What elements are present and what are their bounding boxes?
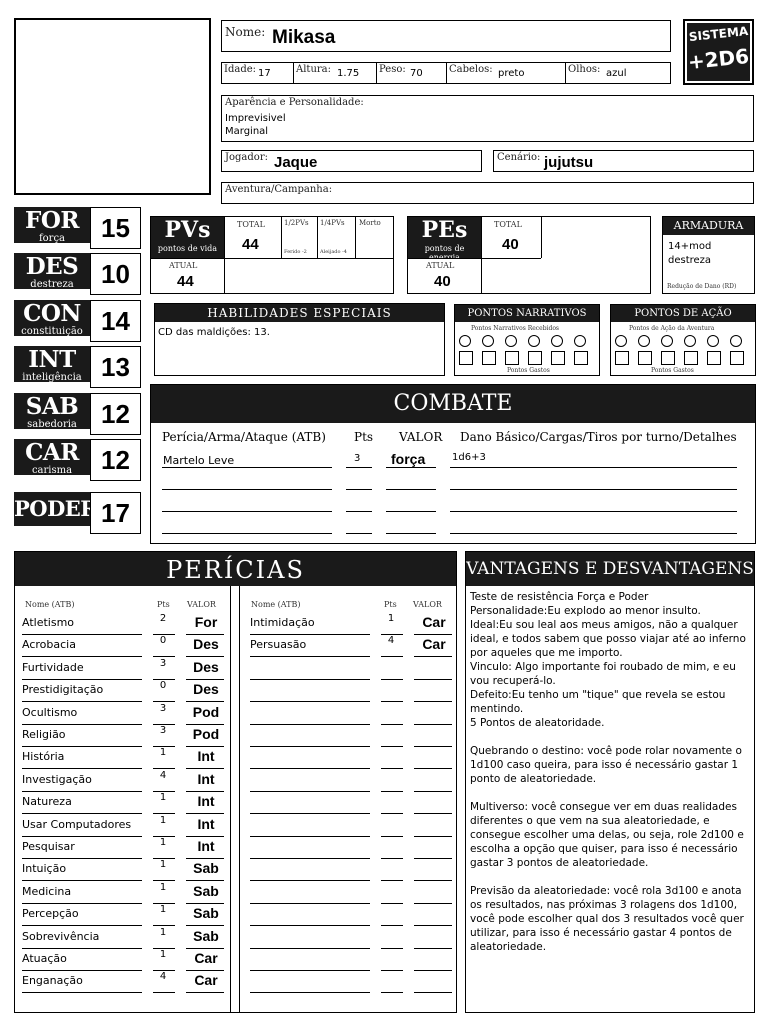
action-circle[interactable] (615, 335, 627, 347)
skill-pts: 1 (159, 792, 167, 804)
portrait-frame[interactable] (14, 18, 211, 195)
action-points-block (610, 304, 756, 376)
action-circle[interactable] (661, 335, 673, 347)
pvs-subtitle: pontos de vida (157, 244, 218, 253)
weight-value[interactable]: 70 (410, 68, 423, 79)
attribute-poder-value[interactable]: 17 (90, 492, 141, 534)
attribute-car: CAR carisma 12 (14, 439, 141, 481)
combat-row[interactable] (151, 515, 755, 535)
pes-title: PEs (421, 217, 468, 243)
skill-row[interactable] (250, 792, 450, 814)
skill-name: Furtividade (22, 660, 84, 674)
skill-row[interactable] (22, 725, 222, 747)
attribute-car-value[interactable]: 12 (90, 439, 141, 481)
skill-value: Car (422, 614, 446, 630)
skill-name: Investigação (22, 772, 92, 786)
narrative-circle[interactable] (551, 335, 563, 347)
skill-row[interactable] (22, 927, 222, 949)
skill-name: Intimidação (250, 616, 315, 629)
action-square[interactable] (615, 351, 629, 365)
narrative-points-block (454, 304, 600, 376)
name-field[interactable] (221, 20, 671, 52)
skill-row[interactable] (22, 680, 222, 702)
skill-pts: 1 (159, 859, 167, 871)
armor-line1[interactable]: 14+mod (668, 241, 712, 252)
skill-name: Prestidigitação (22, 683, 104, 697)
skill-row[interactable] (22, 770, 222, 792)
skill-value: Car (194, 950, 218, 966)
skill-value: Car (422, 636, 446, 653)
skill-pts: 1 (159, 949, 167, 960)
player-label: Jogador: (225, 152, 268, 163)
skill-pts: 3 (159, 657, 167, 669)
narrative-circle[interactable] (528, 335, 540, 347)
attribute-con-value[interactable]: 14 (90, 300, 141, 342)
skill-row[interactable] (250, 882, 450, 904)
combat-row[interactable] (151, 493, 755, 513)
attribute-for: FOR força 15 (14, 207, 141, 249)
appearance-line1: Imprevisivel (225, 113, 286, 124)
skill-row[interactable] (22, 882, 222, 904)
age-value[interactable]: 17 (258, 68, 271, 79)
narrative-received-label: Pontos Narrativos Recebidos (471, 325, 560, 332)
attribute-des: DES destreza 10 (14, 253, 141, 295)
skills-col-name-left: Nome (ATB) (25, 600, 75, 609)
pvs-current-label: ATUAL (169, 261, 198, 270)
skill-row[interactable] (250, 703, 450, 725)
action-circle[interactable] (730, 335, 742, 347)
skill-name: Atletismo (22, 616, 75, 629)
pes-current-label: ATUAL (426, 261, 455, 270)
skill-value: Pod (192, 726, 220, 742)
eyes-label: Olhos: (568, 64, 601, 75)
skill-value: Sab (193, 905, 219, 922)
pvs-half-sub: Ferido -2 (284, 249, 307, 255)
pvs-half-label: 1/2PVs (284, 219, 309, 227)
combat-title: COMBATE (151, 385, 755, 423)
narrative-square[interactable] (505, 351, 519, 365)
skill-value: Sab (193, 927, 219, 944)
skill-value: Pod (192, 703, 220, 720)
special-abilities-text: CD das maldições: 13. (158, 327, 270, 338)
skill-row[interactable] (22, 658, 222, 680)
skill-row[interactable] (22, 703, 222, 725)
pes-total-label: TOTAL (494, 220, 522, 229)
attribute-poder: PODER 17 (14, 492, 141, 534)
skill-row[interactable] (22, 792, 222, 814)
skill-row[interactable] (250, 770, 450, 792)
combat-row[interactable]: Martelo Leve 3 força 1d6+3 (151, 449, 755, 469)
skill-value: Des (193, 658, 219, 675)
special-abilities-block[interactable] (154, 303, 445, 376)
skill-row[interactable] (22, 859, 222, 881)
skill-value: Int (197, 770, 215, 787)
pes-subtitle: pontos de (424, 244, 465, 253)
skill-value: Int (197, 748, 215, 765)
action-spent-label: Pontos Gastos (651, 367, 694, 374)
combat-header-value: VALOR (399, 430, 443, 444)
skill-row[interactable] (250, 680, 450, 702)
action-square[interactable] (661, 351, 675, 365)
campaign-label: Aventura/Campanha: (225, 184, 333, 195)
skill-value: Sab (193, 860, 219, 877)
narrative-points-title: PONTOS NARRATIVOS (455, 305, 599, 322)
skill-pts: 4 (387, 635, 395, 647)
pvs-quarter-sub: Aleijado -4 (320, 249, 347, 255)
pvs-current[interactable]: 44 (177, 273, 194, 290)
armor-block (662, 216, 755, 294)
skill-pts: 1 (159, 837, 167, 848)
narrative-circle[interactable] (505, 335, 517, 347)
attribute-sab: SAB sabedoria 12 (14, 393, 141, 435)
pvs-block (150, 216, 394, 294)
pvs-total[interactable]: 44 (242, 236, 259, 253)
skill-pts: 1 (159, 881, 167, 893)
action-square[interactable] (638, 351, 652, 365)
skill-name: Medicina (22, 884, 72, 898)
narrative-circle[interactable] (482, 335, 494, 347)
skill-name: Religião (22, 728, 66, 741)
skill-name: Acrobacia (22, 638, 76, 652)
skill-pts: 1 (159, 926, 167, 938)
name-label: Nome: (225, 25, 266, 39)
skill-value: Int (197, 838, 215, 854)
pvs-dead-label: Morto (359, 219, 381, 227)
attribute-sab-value[interactable]: 12 (90, 393, 141, 435)
skill-value: For (194, 614, 218, 630)
skill-row[interactable] (250, 949, 450, 971)
eyes-value[interactable]: azul (606, 68, 627, 79)
special-abilities-title: HABILIDADES ESPECIAIS (155, 304, 444, 322)
action-circle[interactable] (707, 335, 719, 347)
skill-name: História (22, 750, 65, 764)
action-square[interactable] (684, 351, 698, 365)
setting-value: jujutsu (544, 154, 594, 171)
appearance-label: Aparência e Personalidade: (225, 97, 364, 108)
action-square[interactable] (707, 351, 721, 365)
stats-row (221, 62, 671, 84)
narrative-spent-label: Pontos Gastos (507, 367, 550, 374)
pvs-title: PVs (164, 217, 211, 243)
setting-field[interactable] (493, 150, 754, 172)
logo-line2: +2D6 (686, 43, 751, 75)
skill-row[interactable] (22, 837, 222, 859)
armor-footer: Redução de Dano (RD) (667, 283, 737, 290)
skills-col-pts-right: Pts (384, 600, 397, 609)
skills-col-value-left: VALOR (187, 600, 216, 609)
skill-row[interactable] (22, 971, 222, 993)
skill-row[interactable] (22, 904, 222, 926)
narrative-square[interactable] (459, 351, 473, 365)
skill-pts: 3 (159, 702, 167, 714)
hair-value[interactable]: preto (498, 68, 525, 79)
skill-row[interactable] (22, 949, 222, 971)
skill-value: Sab (193, 882, 219, 899)
armor-line2[interactable]: destreza (668, 255, 712, 266)
skill-row[interactable] (250, 859, 450, 881)
narrative-square[interactable] (551, 351, 565, 365)
skill-name: Atuação (22, 952, 67, 965)
pvs-total-label: TOTAL (237, 220, 265, 229)
skill-row[interactable] (22, 815, 222, 837)
action-square[interactable] (730, 351, 744, 365)
combat-header-damage: Dano Básico/Cargas/Tiros por turno/Detalhes (460, 430, 737, 444)
attribute-des-value[interactable]: 10 (90, 253, 141, 295)
skill-pts: 4 (159, 971, 167, 983)
skill-pts: 4 (159, 769, 167, 781)
skill-row[interactable] (250, 613, 450, 635)
name-value: Mikasa (272, 27, 336, 48)
narrative-square[interactable] (574, 351, 588, 365)
skills-title: PERÍCIAS (15, 552, 456, 586)
weight-label: Peso: (379, 64, 406, 75)
skill-row[interactable] (22, 747, 222, 769)
action-circle[interactable] (638, 335, 650, 347)
narrative-square[interactable] (482, 351, 496, 365)
armor-title: ARMADURA (663, 217, 754, 235)
hair-label: Cabelos: (449, 64, 493, 75)
skill-row[interactable] (250, 971, 450, 993)
player-value: Jaque (274, 154, 318, 171)
narrative-circle[interactable] (459, 335, 471, 347)
skill-row[interactable] (250, 815, 450, 837)
skill-value: Des (193, 636, 219, 653)
age-label: Idade: (224, 64, 257, 75)
skill-row[interactable] (250, 635, 450, 657)
pes-current[interactable]: 40 (434, 273, 451, 290)
system-logo (683, 19, 754, 85)
skill-name: Sobrevivência (22, 929, 100, 943)
skills-col-pts-left: Pts (157, 600, 170, 609)
setting-label: Cenário: (497, 152, 541, 163)
skill-row[interactable] (250, 658, 450, 680)
pes-total[interactable]: 40 (502, 236, 519, 253)
action-points-title: PONTOS DE AÇÃO (611, 305, 755, 322)
skill-name: Ocultismo (22, 705, 78, 719)
player-field[interactable] (221, 150, 482, 172)
action-received-label: Pontos de Ação da Aventura (629, 325, 715, 332)
skill-value: Int (197, 793, 215, 810)
combat-header-name: Perícia/Arma/Ataque (ATB) (162, 430, 326, 444)
skill-value: Des (193, 681, 219, 698)
skill-pts: 1 (159, 904, 167, 916)
skill-pts: 1 (387, 613, 395, 624)
skill-pts: 3 (159, 725, 167, 736)
skill-pts: 0 (159, 680, 167, 692)
skill-row[interactable] (22, 635, 222, 657)
skills-col-value-right: VALOR (413, 600, 442, 609)
attribute-for-value[interactable]: 15 (90, 207, 141, 249)
skill-row[interactable] (22, 613, 222, 635)
appearance-field[interactable] (221, 95, 754, 142)
skill-name: Pesquisar (22, 840, 75, 853)
skill-name: Percepção (22, 907, 79, 921)
combat-row[interactable] (151, 471, 755, 491)
narrative-circle[interactable] (574, 335, 586, 347)
narrative-square[interactable] (528, 351, 542, 365)
skill-row[interactable] (250, 927, 450, 949)
skill-name: Natureza (22, 795, 72, 809)
logo-line1: SISTEMA (688, 23, 749, 45)
campaign-field[interactable] (221, 182, 754, 204)
skill-name: Enganação (22, 974, 83, 988)
skill-name: Usar Computadores (22, 817, 132, 831)
skill-name: Persuasão (250, 638, 307, 652)
height-value[interactable]: 1.75 (337, 68, 360, 79)
combat-header-pts: Pts (354, 430, 374, 444)
skill-row[interactable] (250, 725, 450, 747)
skill-pts: 2 (159, 613, 167, 624)
attribute-int: INT inteligência 13 (14, 346, 141, 388)
attribute-int-value[interactable]: 13 (90, 346, 141, 388)
skill-pts: 0 (159, 635, 167, 647)
pvs-quarter-label: 1/4PVs (320, 219, 345, 227)
advantages-text: Teste de resistência Força e Poder Personalidade:Eu explodo ao menor insulto. Ideal:Eu sou leal aos meus amigos, não a qualquer ideal, e todos sabem que posso viajar até ao inferno por aqueles que me importo. Vinculo: Algo importante foi roubado de mim, e eu vou recuperá-lo. Defeito:Eu tenho um "tique" que revela se estou mentindo. 5 Pontos de aleatoridade. Quebrando o destino: você pode rolar novamente o 1d100 caso queira, para isso é necessário gastar 1 ponto de aleatoriedade. Multiverso: você consegue ver em duas realidades diferentes o que vem na sua aleatoriedade, e consegue escolher uma delas, ou seja, role 2d100 e escolha a opção que quiser, para isso é necessário gastar 3 pontos de aleatoriedade. Previsão da aleatoriedade: você rola 3d100 e anota os resultados, nas próximas 3 rolagens dos 1d100, você pode escolher qual dos 3 resultados você quer utilizar, para isso é necessário gastar 4 pontos de aleatoriedade. (470, 591, 746, 953)
attribute-con: CON constituição 14 (14, 300, 141, 342)
pes-block (407, 216, 651, 294)
appearance-line2: Marginal (225, 126, 269, 137)
skill-value: Car (194, 972, 218, 989)
skill-name: Intuição (22, 862, 67, 876)
skill-row[interactable] (250, 904, 450, 926)
skill-row[interactable] (250, 837, 450, 859)
skills-col-name-right: Nome (ATB) (251, 600, 301, 609)
skill-value: Int (197, 815, 215, 832)
advantages-title: VANTAGENS E DESVANTAGENS (466, 552, 754, 586)
combat-block (150, 384, 756, 544)
skill-pts: 1 (159, 814, 167, 826)
skill-pts: 1 (159, 747, 167, 759)
skill-row[interactable] (250, 747, 450, 769)
action-circle[interactable] (684, 335, 696, 347)
height-label: Altura: (296, 64, 331, 75)
